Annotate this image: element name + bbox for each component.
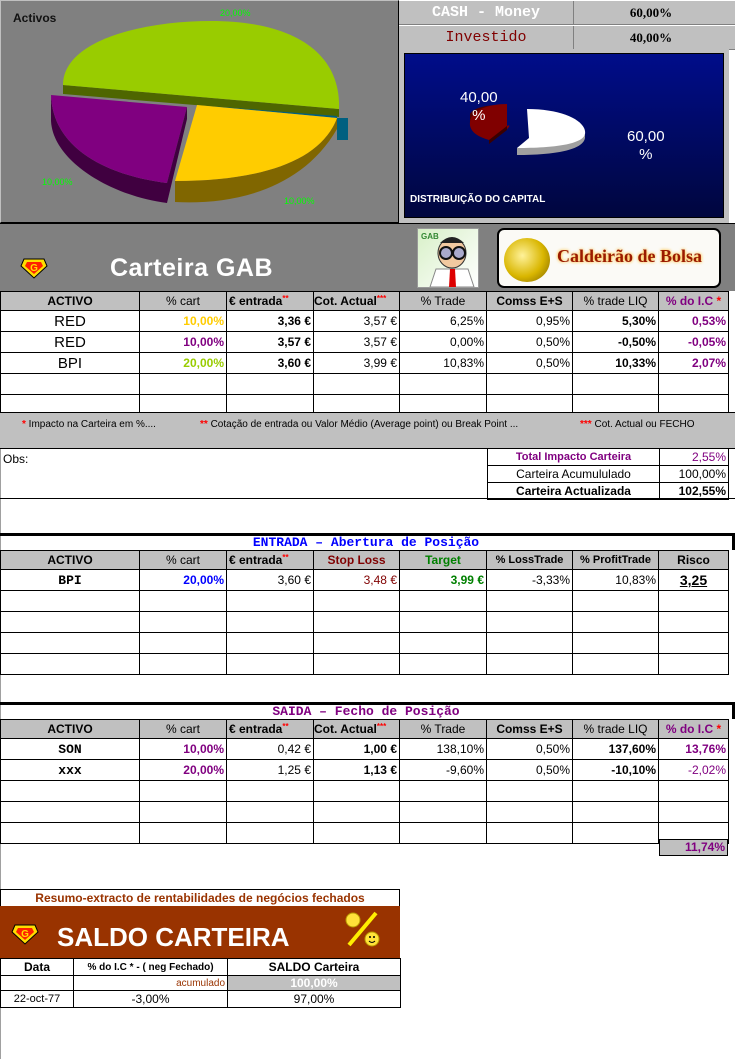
cell-entrada[interactable]: 3,57 € (227, 332, 314, 353)
capital-chart-frame (399, 49, 729, 224)
obs-label: Obs: (3, 452, 29, 466)
table-header-row (1, 292, 729, 311)
table-row[interactable] (1, 570, 729, 591)
table-row[interactable] (1, 353, 729, 374)
table-row[interactable] (1, 332, 729, 353)
col-profit-trade: % ProfitTrade (573, 551, 659, 570)
col-trade-liq: % trade LIQ (573, 292, 659, 311)
cell-target[interactable]: 3,99 € (400, 570, 487, 591)
table-row[interactable] (1, 760, 729, 781)
saldo-title: SALDO CARTEIRA (57, 922, 290, 952)
col-target: Target (400, 551, 487, 570)
col-ic: % do I.C * (659, 292, 729, 311)
portfolio-summary-table (487, 448, 729, 500)
cell-cart[interactable]: 20,00% (140, 760, 227, 781)
footnote-entry-price: ** Cotação de entrada ou Valor Médio (Average point) ou Break Point ... (200, 419, 519, 430)
svg-text:G: G (21, 929, 29, 940)
cell-ic-closed[interactable]: -3,00% (74, 991, 228, 1008)
col-trade: % Trade (400, 292, 487, 311)
cell-trade[interactable]: 10,83% (400, 353, 487, 374)
entrada-section-title: ENTRADA – Abertura de Posição (0, 533, 735, 550)
empty-row[interactable] (1, 654, 729, 675)
table-header-row (1, 720, 729, 739)
acumulado-label: acumulado (74, 976, 228, 991)
empty-row[interactable] (1, 802, 729, 823)
cell-comss[interactable]: 0,50% (487, 353, 573, 374)
cell-trade[interactable]: -9,60% (400, 760, 487, 781)
cell-activo[interactable]: BPI (1, 353, 140, 374)
cell-entrada[interactable]: 3,36 € (227, 311, 314, 332)
col-ic: % do I.C * (659, 720, 729, 739)
saida-table (0, 719, 729, 844)
cell-activo[interactable]: RED (1, 332, 140, 353)
portfolio-banner (0, 223, 735, 291)
svg-text:G: G (30, 263, 38, 274)
col-trade: % Trade (400, 720, 487, 739)
cell-liq[interactable]: 5,30% (573, 311, 659, 332)
cell-cart[interactable]: 20,00% (140, 570, 227, 591)
gab-logo-icon (11, 923, 39, 945)
cell-liq[interactable]: -10,10% (573, 760, 659, 781)
cell-cart[interactable]: 20,00% (140, 353, 227, 374)
table-row[interactable] (1, 739, 729, 760)
chart-title: DISTRIBUIÇÃO DO CAPITAL (410, 194, 546, 205)
col-activo: ACTIVO (1, 551, 140, 570)
cell-liq[interactable]: 137,60% (573, 739, 659, 760)
col-comss: Comss E+S (487, 720, 573, 739)
cell-comss[interactable]: 0,50% (487, 332, 573, 353)
invested-row (399, 26, 735, 50)
cell-comss[interactable]: 0,50% (487, 760, 573, 781)
cell-risco[interactable]: 3,25 (659, 570, 729, 591)
cell-ic[interactable]: -0,05% (659, 332, 729, 353)
cell-actual[interactable]: 1,00 € (314, 739, 400, 760)
col-loss-trade: % LossTrade (487, 551, 573, 570)
col-cart: % cart (140, 292, 227, 311)
footnote-impact: * Impacto na Carteira em %.... (22, 419, 156, 430)
footnote-current-price: *** Cot. Actual ou FECHO (580, 419, 695, 430)
col-stop-loss: Stop Loss (314, 551, 400, 570)
col-activo: ACTIVO (1, 720, 140, 739)
activos-pie-chart[interactable] (0, 0, 399, 223)
smiley-percent-icon (343, 910, 381, 948)
golden-pot-icon (504, 238, 550, 282)
col-cart: % cart (140, 720, 227, 739)
binoculars-man-image: GAB (417, 228, 479, 288)
col-cart: % cart (140, 551, 227, 570)
invested-percent-label: 40,00 % (460, 89, 498, 124)
cash-label: CASH - Money (399, 1, 574, 25)
cell-comss[interactable]: 0,95% (487, 311, 573, 332)
summary-row-total-impact: Total Impacto Carteira 2,55% (488, 449, 729, 466)
cell-stop-loss[interactable]: 3,48 € (314, 570, 400, 591)
cell-saldo[interactable]: 97,00% (228, 991, 401, 1008)
cell-cart[interactable]: 10,00% (140, 739, 227, 760)
portfolio-title: Carteira GAB (110, 254, 273, 282)
cell-activo[interactable]: SON (1, 739, 140, 760)
invested-label: Investido (399, 26, 574, 50)
col-comss: Comss E+S (487, 292, 573, 311)
acumulado-value: 100,00% (228, 976, 401, 991)
cell-profit-trade[interactable]: 10,83% (573, 570, 659, 591)
acumulado-row (1, 976, 401, 991)
pie-label-red-2: 10,00% (42, 177, 73, 187)
col-saldo: SALDO Carteira (228, 959, 401, 976)
cash-row (399, 1, 735, 25)
capital-distribution-chart[interactable] (404, 53, 724, 218)
col-data: Data (1, 959, 74, 976)
cell-trade[interactable]: 0,00% (400, 332, 487, 353)
empty-row[interactable] (1, 633, 729, 654)
cell-liq[interactable]: -0,50% (573, 332, 659, 353)
gab-logo-icon (20, 257, 48, 279)
entrada-table (0, 550, 729, 675)
binoculars-icon (418, 229, 478, 287)
cell-actual[interactable]: 3,99 € (314, 353, 400, 374)
col-cot-actual: Cot. Actual*** (314, 720, 400, 739)
cell-trade[interactable]: 6,25% (400, 311, 487, 332)
cell-activo[interactable]: BPI (1, 570, 140, 591)
cash-percent-label: 60,00 % (627, 128, 665, 163)
summary-row-accumulated: Carteira Acumululado 100,00% (488, 466, 729, 483)
saida-section-title: SAIDA – Fecho de Posição (0, 702, 735, 719)
cell-activo[interactable]: RED (1, 311, 140, 332)
footnotes-bar (0, 412, 735, 449)
empty-row[interactable] (1, 591, 729, 612)
empty-row[interactable] (1, 374, 729, 395)
table-row[interactable] (1, 311, 729, 332)
invested-value: 40,00% (629, 30, 673, 45)
cell-actual[interactable]: 3,57 € (314, 311, 400, 332)
pie-label-bpi: 20,00% (220, 8, 251, 18)
saldo-banner (0, 906, 400, 958)
cell-ic[interactable]: 0,53% (659, 311, 729, 332)
partner-name: Caldeirão de Bolsa (557, 246, 703, 266)
summary-row-updated: Carteira Actualizada 102,55% (488, 483, 729, 500)
col-entrada: € entrada** (227, 720, 314, 739)
col-ic-closed: % do I.C * - ( neg Fechado) (74, 959, 228, 976)
cell-ic[interactable]: 13,76% (659, 739, 729, 760)
cash-value: 60,00% (629, 5, 673, 20)
empty-row[interactable] (1, 612, 729, 633)
cell-cart[interactable]: 10,00% (140, 332, 227, 353)
cell-activo[interactable]: xxx (1, 760, 140, 781)
cell-actual[interactable]: 1,13 € (314, 760, 400, 781)
cell-entrada[interactable]: 3,60 € (227, 570, 314, 591)
cell-entrada[interactable]: 3,60 € (227, 353, 314, 374)
cell-ic[interactable]: 2,07% (659, 353, 729, 374)
cell-actual[interactable]: 3,57 € (314, 332, 400, 353)
col-risco: Risco (659, 551, 729, 570)
table-header-row (1, 959, 401, 976)
table-header-row (1, 551, 729, 570)
cell-loss-trade[interactable]: -3,33% (487, 570, 573, 591)
empty-row[interactable] (1, 781, 729, 802)
col-entrada: € entrada** (227, 551, 314, 570)
empty-row[interactable] (1, 823, 729, 844)
pie-graphic (1, 1, 400, 224)
saldo-table (0, 958, 401, 1008)
saida-total-ic: 11,74% (659, 839, 728, 856)
cell-comss[interactable]: 0,50% (487, 739, 573, 760)
cell-entrada[interactable]: 0,42 € (227, 739, 314, 760)
pie-label-red-1: 10,00% (284, 196, 315, 206)
col-activo: ACTIVO (1, 292, 140, 311)
cell-trade[interactable]: 138,10% (400, 739, 487, 760)
col-cot-actual: Cot. Actual*** (314, 292, 400, 311)
saldo-summary-heading: Resumo-extracto de rentabilidades de negócios fechados (0, 889, 400, 907)
cell-data[interactable]: 22-oct-77 (1, 991, 74, 1008)
cell-entrada[interactable]: 1,25 € (227, 760, 314, 781)
caldeirao-de-bolsa-logo[interactable] (497, 228, 721, 288)
cell-liq[interactable]: 10,33% (573, 353, 659, 374)
chart-title: Activos (13, 11, 57, 25)
col-entrada: € entrada** (227, 292, 314, 311)
cell-cart[interactable]: 10,00% (140, 311, 227, 332)
cell-ic[interactable]: -2,02% (659, 760, 729, 781)
table-row[interactable] (1, 991, 401, 1008)
portfolio-table (0, 291, 729, 416)
col-trade-liq: % trade LIQ (573, 720, 659, 739)
